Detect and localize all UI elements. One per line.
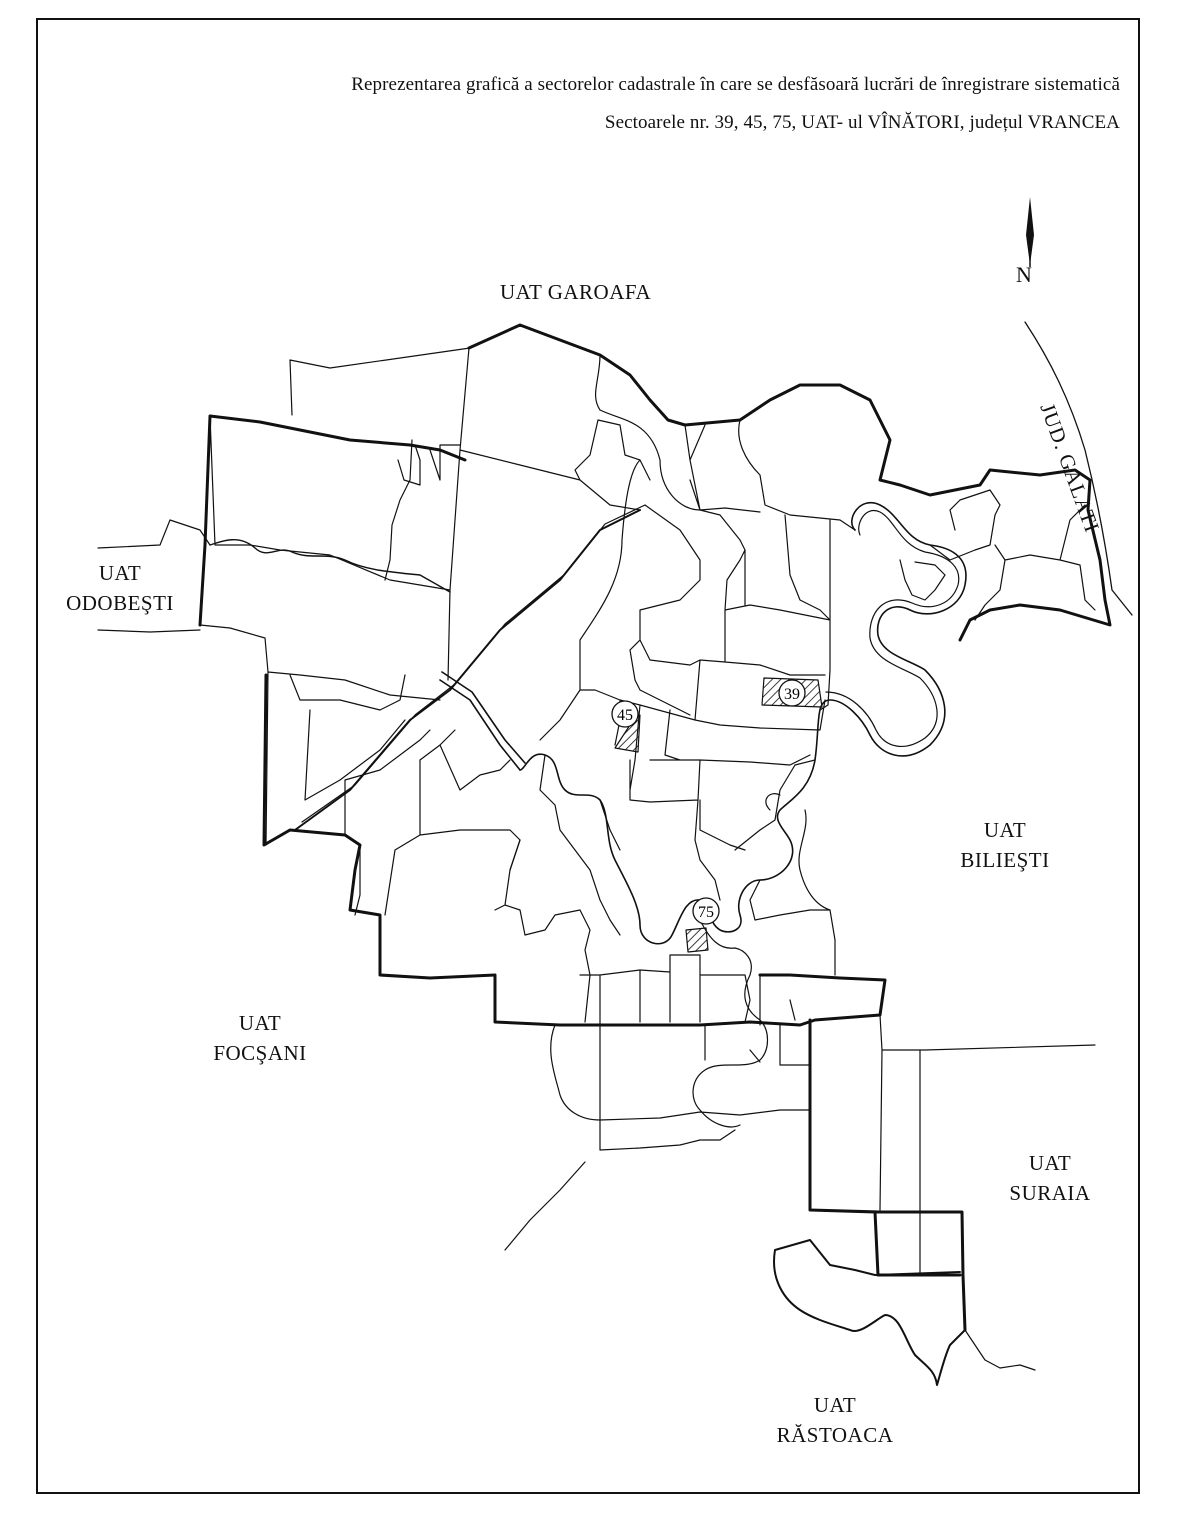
label-uat-rastoaca	[760, 1390, 910, 1450]
label-uat-odobesti	[60, 558, 180, 618]
sector-45-label: 45	[617, 707, 633, 724]
label-uat-bilesti	[940, 815, 1070, 875]
river-main	[520, 503, 966, 944]
parcel-lines-central	[580, 505, 830, 840]
label-uat-bilesti-line2: BILIEŞTI	[960, 848, 1050, 872]
map-title-line-2: Sectoarele nr. 39, 45, 75, UAT- ul VÎNĂTORI, județul VRANCEA	[604, 112, 1120, 133]
label-jud-galati: JUD. GALATI	[1035, 400, 1105, 536]
road-diagonal-1	[295, 510, 640, 830]
label-uat-rastoaca-line1: UAT	[813, 1393, 857, 1417]
sector-marker-75[interactable]	[693, 898, 719, 924]
label-uat-suraia-line1: UAT	[1028, 1151, 1072, 1175]
road-diagonal-2	[302, 505, 645, 822]
river-bank	[693, 511, 959, 1127]
parcel-lines-suraia	[880, 1015, 1095, 1275]
parcel-lines-far-south	[505, 1025, 810, 1250]
sector-marker-39[interactable]	[779, 680, 805, 706]
parcel-lines-rastoaca-east	[965, 1330, 1035, 1370]
parcel-lines-northeast	[900, 490, 1095, 620]
label-uat-garoafa: UAT GAROAFA	[500, 280, 652, 304]
map-title-line-1: Reprezentarea grafică a sectorelor cadastrale în care se desfăsoară lucrări de înregistrare sistematică	[351, 74, 1120, 95]
label-uat-focsani-line2: FOCŞANI	[213, 1041, 307, 1065]
parcel-lines-south	[495, 755, 795, 1025]
label-uat-suraia-line2: SURAIA	[1009, 1181, 1091, 1205]
label-uat-odobesti-line1: UAT	[98, 561, 142, 585]
sector-75-area	[686, 928, 708, 952]
north-letter: N	[1016, 262, 1032, 287]
label-uat-bilesti-line1: UAT	[983, 818, 1027, 842]
parcel-lines-west	[200, 348, 520, 915]
label-uat-suraia	[990, 1148, 1110, 1208]
label-uat-focsani	[200, 1008, 320, 1068]
sector-marker-45[interactable]	[612, 701, 638, 727]
parcel-lines-rastoaca	[774, 1240, 965, 1385]
label-uat-rastoaca-line2: RĂSTOACA	[776, 1423, 894, 1447]
label-uat-focsani-line1: UAT	[238, 1011, 282, 1035]
parcel-lines-east	[735, 760, 835, 975]
sector-39-label: 39	[784, 686, 800, 703]
sector-75-label: 75	[698, 904, 714, 921]
label-uat-odobesti-line2: ODOBEŞTI	[66, 591, 174, 615]
